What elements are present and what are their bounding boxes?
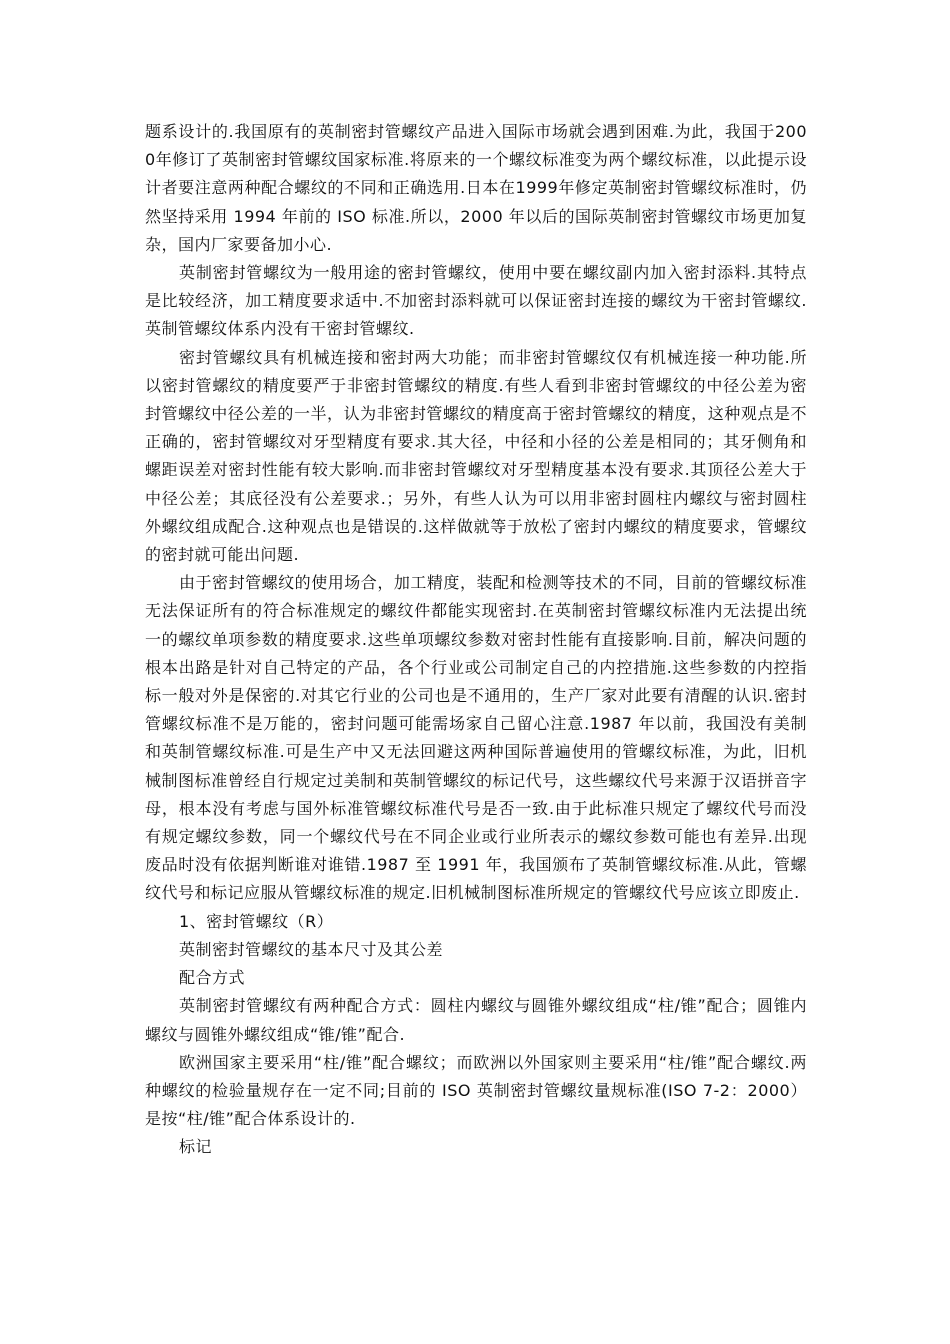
paragraph-4: 由于密封管螺纹的使用场合，加工精度，装配和检测等技术的不同，目前的管螺纹标准无法保证所有的符合标准规定的螺纹件都能实现密封.在英制密封管螺纹标准内无法提出统一的螺纹单项参数的精度要求.这些单项螺纹参数对密封性能有直接影响.目前，解决问题的根本出路是针对自己特定的产品，各个行业或公司制定自己的内控措施.这些参数的内控指标一般对外是保密的.对其它行业的公司也是不通用的，生产厂家对此要有清醒的认识.密封管螺纹标准不是万能的，密封问题可能需场家自己留心注意.1987 年以前，我国没有美制和英制管螺纹标准.可是生产中又无法回避这两种国际普遍使用的管螺纹标准，为此，旧机械制图标准曾经自行规定过美制和英制管螺纹的标记代号，这些螺纹代号来源于汉语拼音字母，根本没有考虑与国外标准管螺纹标准代号是否一致.由于此标准只规定了螺纹代号而没有规定螺纹参数，同一个螺纹代号在不同企业或行业所表示的螺纹参数可能也有差异.出现废品时没有依据判断谁对谁错.1987 至 1991 年，我国颁布了英制管螺纹标准.从此，管螺纹代号和标记应服从管螺纹标准的规定.旧机械制图标准所规定的管螺纹代号应该立即废止. [145, 573, 807, 903]
paragraph-3: 密封管螺纹具有机械连接和密封两大功能；而非密封管螺纹仅有机械连接一种功能.所以密封管螺纹的精度要严于非密封管螺纹的精度.有些人看到非密封管螺纹的中径公差为密封管螺纹中径公差的一半，认为非密封管螺纹的精度高于密封管螺纹的精度，这种观点是不正确的，密封管螺纹对牙型精度有要求.其大径，中径和小径的公差是相同的；其牙侧角和螺距误差对密封性能有较大影响.而非密封管螺纹对牙型精度基本没有要求.其顶径公差大于中径公差；其底径没有公差要求.；另外，有些人认为可以用非密封圆柱内螺纹与密封圆柱外螺纹组成配合.这种观点也是错误的.这样做就等于放松了密封内螺纹的精度要求，管螺纹的密封就可能出问题. [145, 347, 807, 565]
paragraph-europe-usage: 欧洲国家主要采用“柱/锥”配合螺纹；而欧洲以外国家则主要采用“柱/锥”配合螺纹.两种螺纹的检验量规存在一定不同;目前的 ISO 英制密封管螺纹量规标准(ISO 7-2：2000）是按“柱/锥”配合体系设计的. [145, 1052, 807, 1129]
paragraph-1: 题系设计的.我国原有的英制密封管螺纹产品进入国际市场就会遇到困难.为此，我国于2000年修订了英制密封管螺纹国家标准.将原来的一个螺纹标准变为两个螺纹标准，以此提示设计者要注意两种配合螺纹的不同和正确选用.日本在1999年修定英制密封管螺纹标准时，仍然坚持采用 1994 年前的 ISO 标准.所以，2000 年以后的国际英制密封管螺纹市场更加复杂，国内厂家要备加小心. [145, 122, 807, 254]
paragraph-2: 英制密封管螺纹为一般用途的密封管螺纹，使用中要在螺纹副内加入密封添料.其特点是比较经济，加工精度要求适中.不加密封添料就可以保证密封连接的螺纹为干密封管螺纹.英制管螺纹体系内没有干密封管螺纹. [145, 263, 807, 339]
subheading-marking: 标记 [179, 1137, 213, 1157]
paragraph-fit-types: 英制密封管螺纹有两种配合方式：圆柱内螺纹与圆锥外螺纹组成“柱/锥”配合；圆锥内螺纹与圆锥外螺纹组成“锥/锥”配合. [145, 996, 807, 1044]
section-heading-sealed-pipe-thread: 1、密封管螺纹（R） [179, 911, 334, 931]
document-body [145, 118, 807, 1162]
subheading-fit-method: 配合方式 [179, 968, 246, 988]
subheading-basic-dimensions: 英制密封管螺纹的基本尺寸及其公差 [179, 939, 444, 959]
